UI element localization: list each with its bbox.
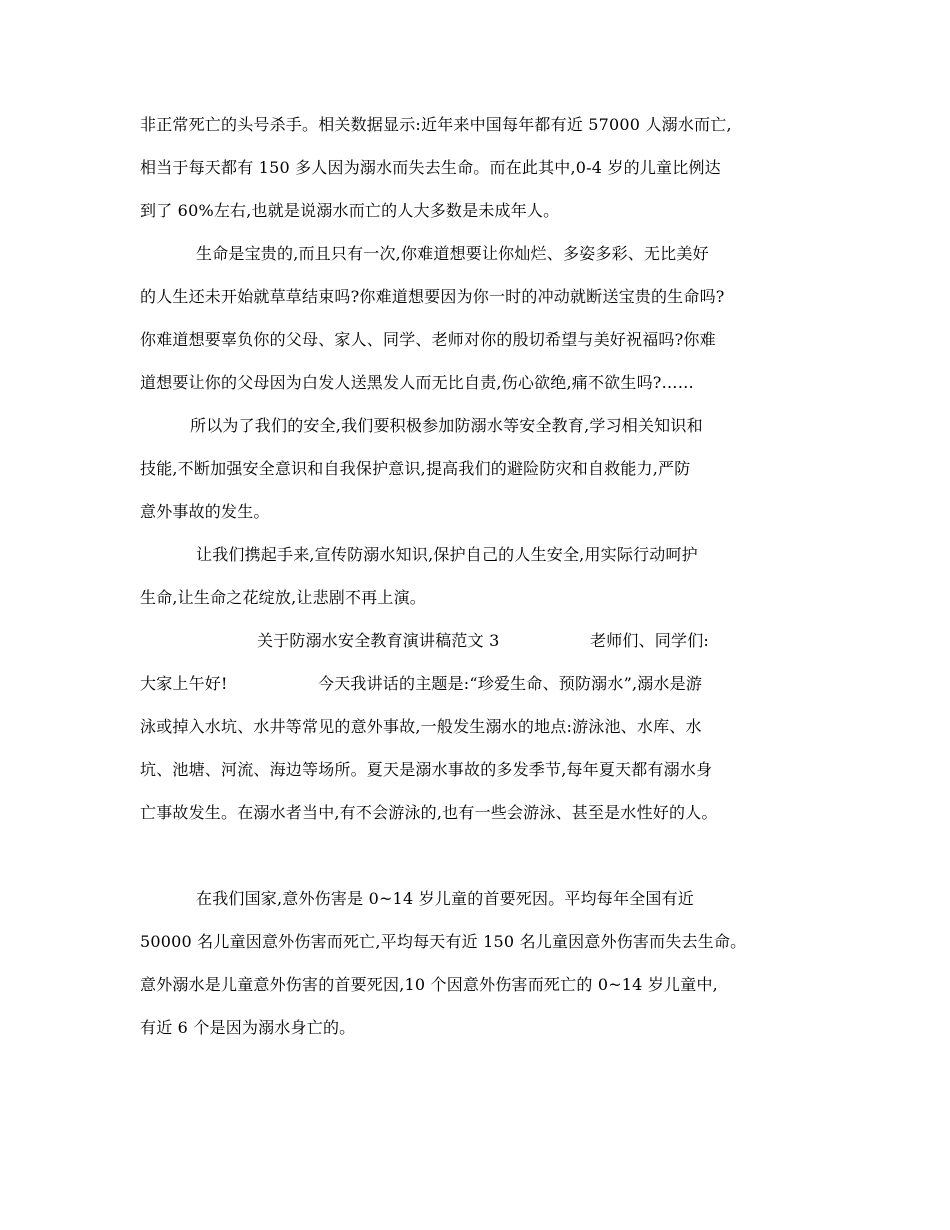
section-heading: 关于防溺水安全教育演讲稿范文 3 — [257, 631, 500, 650]
text-line: 非正常死亡的头号杀手。相关数据显示:近年来中国每年都有近 57000 人溺水而亡, — [140, 115, 732, 134]
text-line: 的人生还未开始就草草结束吗?你难道想要因为你一时的冲动就断送宝贵的生命吗? — [140, 287, 725, 306]
text-line: 意外事故的发生。 — [140, 502, 270, 521]
text-line: 道想要让你的父母因为白发人送黑发人而无比自责,伤心欲绝,痛不欲生吗?…… — [140, 373, 694, 392]
text-line: 有近 6 个是因为溺水身亡的。 — [140, 1018, 356, 1037]
text-line: 泳或掉入水坑、水井等常见的意外事故,一般发生溺水的地点:游泳池、水库、水 — [140, 717, 702, 736]
text-line: 到了 60%左右,也就是说溺水而亡的人大多数是未成年人。 — [140, 201, 560, 220]
text-line: 让我们携起手来,宣传防溺水知识,保护自己的人生安全,用实际行动呵护 — [196, 545, 698, 564]
text-line: 相当于每天都有 150 多人因为溺水而失去生命。而在此其中,0-4 岁的儿童比例达 — [140, 158, 721, 177]
text-line: 你难道想要辜负你的父母、家人、同学、老师对你的殷切希望与美好祝福吗?你难 — [140, 330, 716, 349]
text-line: 技能,不断加强安全意识和自我保护意识,提高我们的避险防灾和自救能力,严防 — [140, 459, 691, 478]
text-line: 意外溺水是儿童意外伤害的首要死因,10 个因意外伤害而死亡的 0~14 岁儿童中, — [140, 975, 718, 994]
salutation: 老师们、同学们: — [590, 631, 709, 650]
text-line: 生命是宝贵的,而且只有一次,你难道想要让你灿烂、多姿多彩、无比美好 — [196, 244, 709, 263]
text-line: 所以为了我们的安全,我们要积极参加防溺水等安全教育,学习相关知识和 — [190, 416, 703, 435]
greeting: 大家上午好! — [140, 674, 228, 693]
text-line: 亡事故发生。在溺水者当中,有不会游泳的,也有一些会游泳、甚至是水性好的人。 — [140, 803, 718, 822]
text-line: 今天我讲话的主题是:“珍爱生命、预防溺水”,溺水是游 — [318, 674, 703, 693]
text-line: 50000 名儿童因意外伤害而死亡,平均每天有近 150 名儿童因意外伤害而失去生命。 — [140, 932, 747, 951]
text-line: 生命,让生命之花绽放,让悲剧不再上演。 — [140, 588, 426, 607]
text-line: 在我们国家,意外伤害是 0~14 岁儿童的首要死因。平均每年全国有近 — [196, 889, 695, 908]
text-line: 坑、池塘、河流、海边等场所。夏天是溺水事故的多发季节,每年夏天都有溺水身 — [140, 760, 713, 779]
